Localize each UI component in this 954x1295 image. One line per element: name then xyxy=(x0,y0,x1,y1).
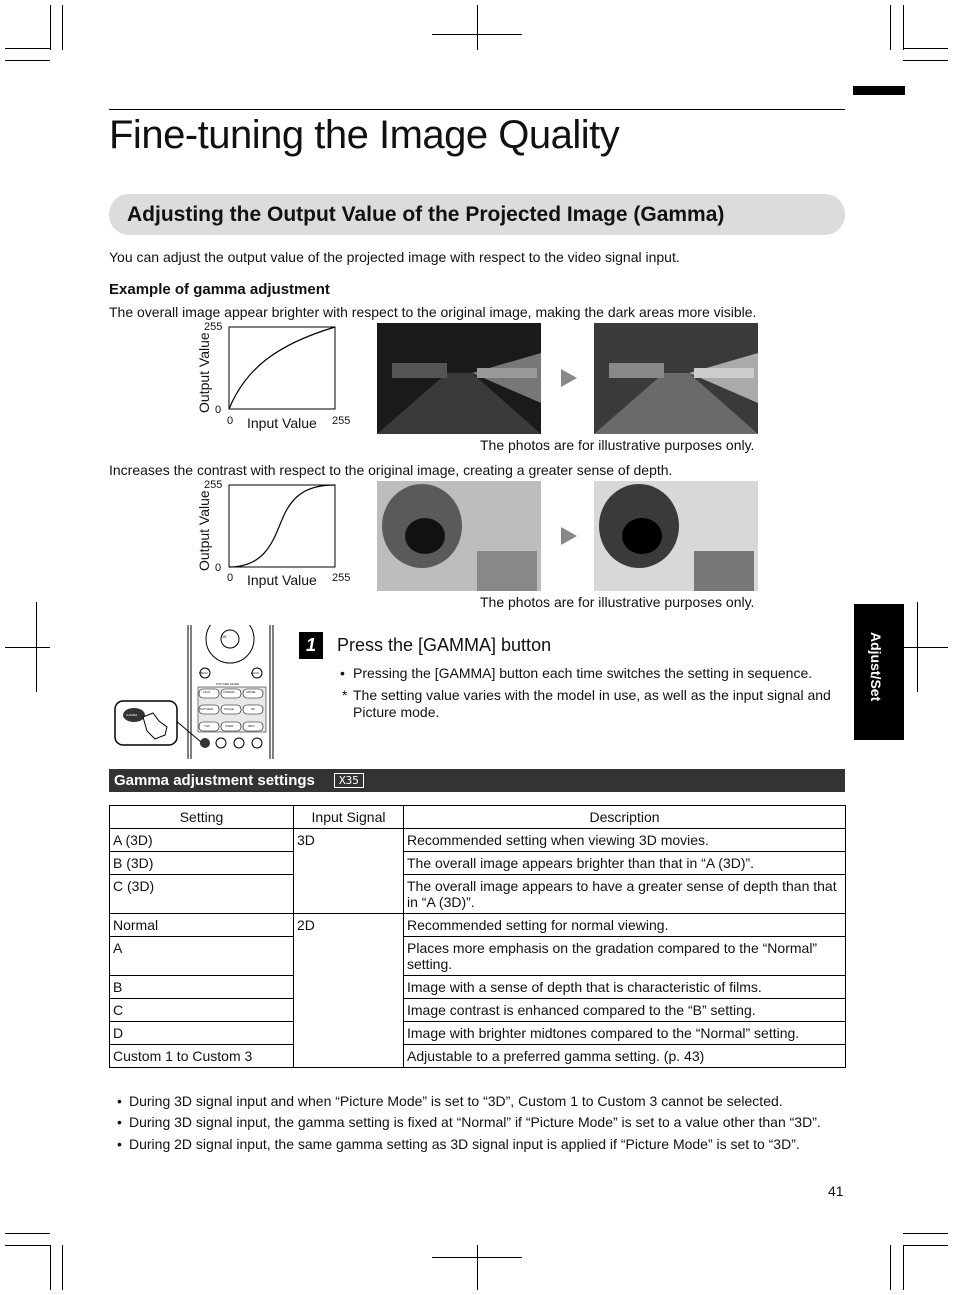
description-cell: Image contrast is enhanced compared to the “B” setting. xyxy=(404,999,846,1022)
table-row xyxy=(110,914,846,937)
signal-cell: 3D xyxy=(294,829,404,914)
table-row xyxy=(110,829,846,852)
description-cell: The overall image appears brighter than that in “A (3D)”. xyxy=(404,852,846,875)
picture-mode-label: PICTURE MODE xyxy=(216,682,240,686)
setting-cell: C (3D) xyxy=(110,875,294,914)
section-heading-box xyxy=(109,194,845,235)
settings-heading-bar xyxy=(109,769,845,792)
table-row xyxy=(110,1045,846,1068)
setting-cell: B xyxy=(110,976,294,999)
crop-mark xyxy=(477,1245,478,1290)
graph-x-label: Input Value xyxy=(247,415,317,431)
model-badge: X35 xyxy=(334,773,364,788)
description-cell: The overall image appears to have a greater sense of depth than that in “A (3D)”. xyxy=(404,875,846,914)
back-button-label: BACK xyxy=(251,671,260,675)
note-text: During 3D signal input, the gamma setting is fixed at “Normal” if “Picture Mode” is set to a value other than “3D”. xyxy=(129,1114,821,1130)
side-tab-label: Adjust/Set xyxy=(868,632,884,702)
crop-mark xyxy=(5,60,50,61)
description-cell: Adjustable to a preferred gamma setting. (p. 43) xyxy=(404,1045,846,1068)
ok-button-label: OK xyxy=(221,634,227,639)
station-photo-before xyxy=(377,323,541,434)
step-bullet-text: Pressing the [GAMMA] button each time switches the setting in sequence. xyxy=(353,665,813,681)
table-row xyxy=(110,976,846,999)
gamma-settings-table xyxy=(109,805,846,1068)
crop-mark xyxy=(50,5,51,50)
example2-text: Increases the contrast with respect to the original image, creating a greater sense of depth. xyxy=(109,462,673,478)
graph-x-zero: 0 xyxy=(227,415,234,427)
crop-mark xyxy=(903,1233,948,1234)
graph-y-label: Output Value xyxy=(196,332,212,413)
description-cell: Image with brighter midtones compared to the “Normal” setting. xyxy=(404,1022,846,1045)
crop-mark xyxy=(477,5,478,50)
setting-cell: B (3D) xyxy=(110,852,294,875)
signal-cell: 2D xyxy=(294,914,404,1068)
thx-button-label: THX xyxy=(204,724,210,728)
setting-cell: C xyxy=(110,999,294,1022)
graph-y-max: 255 xyxy=(204,479,223,491)
graph-x-label: Input Value xyxy=(247,572,317,588)
arrow-right-icon xyxy=(561,369,577,387)
gamma-button-label: GAMMA xyxy=(126,713,138,717)
note-text: During 2D signal input, the same gamma setting as 3D signal input is applied if “Picture Mode” is set to “3D”. xyxy=(129,1136,800,1152)
menu-button-label: MENU xyxy=(199,671,208,675)
crop-mark xyxy=(903,1245,948,1246)
natural-button-label: NATURAL xyxy=(200,707,214,711)
table-row xyxy=(110,875,846,914)
graph-x-max: 255 xyxy=(332,415,351,427)
statue-photo-before xyxy=(377,481,541,591)
statue-photo-after xyxy=(594,481,758,591)
table-row xyxy=(110,999,846,1022)
arrow-right-icon xyxy=(561,527,577,545)
step-note-mark: * xyxy=(342,687,348,703)
step-bullet-mark: • xyxy=(340,665,345,681)
description-cell: Recommended setting when viewing 3D movies. xyxy=(404,829,846,852)
user-button-label: USER xyxy=(225,724,234,728)
table-header: Setting xyxy=(110,806,294,829)
station-photo-after xyxy=(594,323,758,434)
section-title: Adjusting the Output Value of the Projected Image (Gamma) xyxy=(127,203,725,226)
side-tab xyxy=(854,604,904,740)
page-title: Fine-tuning the Image Quality xyxy=(109,113,620,157)
note-bullet: • xyxy=(117,1093,122,1109)
crop-mark xyxy=(5,1233,50,1234)
anime-button-label: ANIME xyxy=(246,690,256,694)
graph-y-zero: 0 xyxy=(215,404,222,416)
setting-cell: Custom 1 to Custom 3 xyxy=(110,1045,294,1068)
description-cell: Places more emphasis on the gradation compared to the “Normal” setting. xyxy=(404,937,846,976)
crop-mark xyxy=(5,647,50,648)
chapter-marker-bar xyxy=(853,86,905,95)
crop-mark xyxy=(62,1245,63,1290)
table-header: Description xyxy=(404,806,846,829)
graph-y-max: 255 xyxy=(204,321,223,333)
cinema-button-label: CINEMA xyxy=(223,690,235,694)
step-number: 1 xyxy=(299,632,323,659)
note-bullet: • xyxy=(117,1114,122,1130)
graph-x-max: 255 xyxy=(332,572,351,584)
intro-text: You can adjust the output value of the projected image with respect to the video signal input. xyxy=(109,249,680,265)
crop-mark xyxy=(903,5,904,50)
note-text: During 3D signal input and when “Picture Mode” is set to “3D”, Custom 1 to Custom 3 cannot be selected. xyxy=(129,1093,783,1109)
example1-text: The overall image appear brighter with respect to the original image, making the dark areas more visible. xyxy=(109,304,757,320)
crop-mark xyxy=(903,647,948,648)
graph-x-zero: 0 xyxy=(227,572,234,584)
mpc-button-label: MPC xyxy=(248,724,255,728)
graph-frame xyxy=(229,327,335,409)
description-cell: Recommended setting for normal viewing. xyxy=(404,914,846,937)
title-rule xyxy=(109,109,845,110)
stage-button-label: STAGE xyxy=(224,707,234,711)
crop-mark xyxy=(5,1245,50,1246)
setting-cell: A xyxy=(110,937,294,976)
photo-caption: The photos are for illustrative purposes only. xyxy=(480,437,755,453)
table-row xyxy=(110,1022,846,1045)
setting-cell: Normal xyxy=(110,914,294,937)
table-row xyxy=(110,852,846,875)
note-bullet: • xyxy=(117,1136,122,1152)
3d-button-label: 3D xyxy=(251,707,255,711)
setting-cell: D xyxy=(110,1022,294,1045)
crop-mark xyxy=(903,48,948,49)
graph-frame xyxy=(229,485,335,567)
step-title: Press the [GAMMA] button xyxy=(337,635,552,655)
crop-mark xyxy=(903,1245,904,1290)
example-heading: Example of gamma adjustment xyxy=(109,281,330,298)
crop-mark xyxy=(903,60,948,61)
crop-mark xyxy=(890,5,891,50)
setting-cell: A (3D) xyxy=(110,829,294,852)
crop-mark xyxy=(5,48,50,49)
page-number: 41 xyxy=(828,1183,844,1199)
table-row xyxy=(110,937,846,976)
settings-heading: Gamma adjustment settings xyxy=(114,772,315,789)
crop-mark xyxy=(890,1245,891,1290)
film-button-label: FILM xyxy=(203,690,210,694)
graph-y-label: Output Value xyxy=(196,490,212,571)
crop-mark xyxy=(50,1245,51,1290)
step-note-text: The setting value varies with the model in use, as well as the input signal and Picture mode. xyxy=(353,687,831,720)
description-cell: Image with a sense of depth that is characteristic of films. xyxy=(404,976,846,999)
photo-caption: The photos are for illustrative purposes only. xyxy=(480,594,755,610)
graph-y-zero: 0 xyxy=(215,562,222,574)
table-header-row xyxy=(110,806,846,829)
table-header: Input Signal xyxy=(294,806,404,829)
crop-mark xyxy=(62,5,63,50)
